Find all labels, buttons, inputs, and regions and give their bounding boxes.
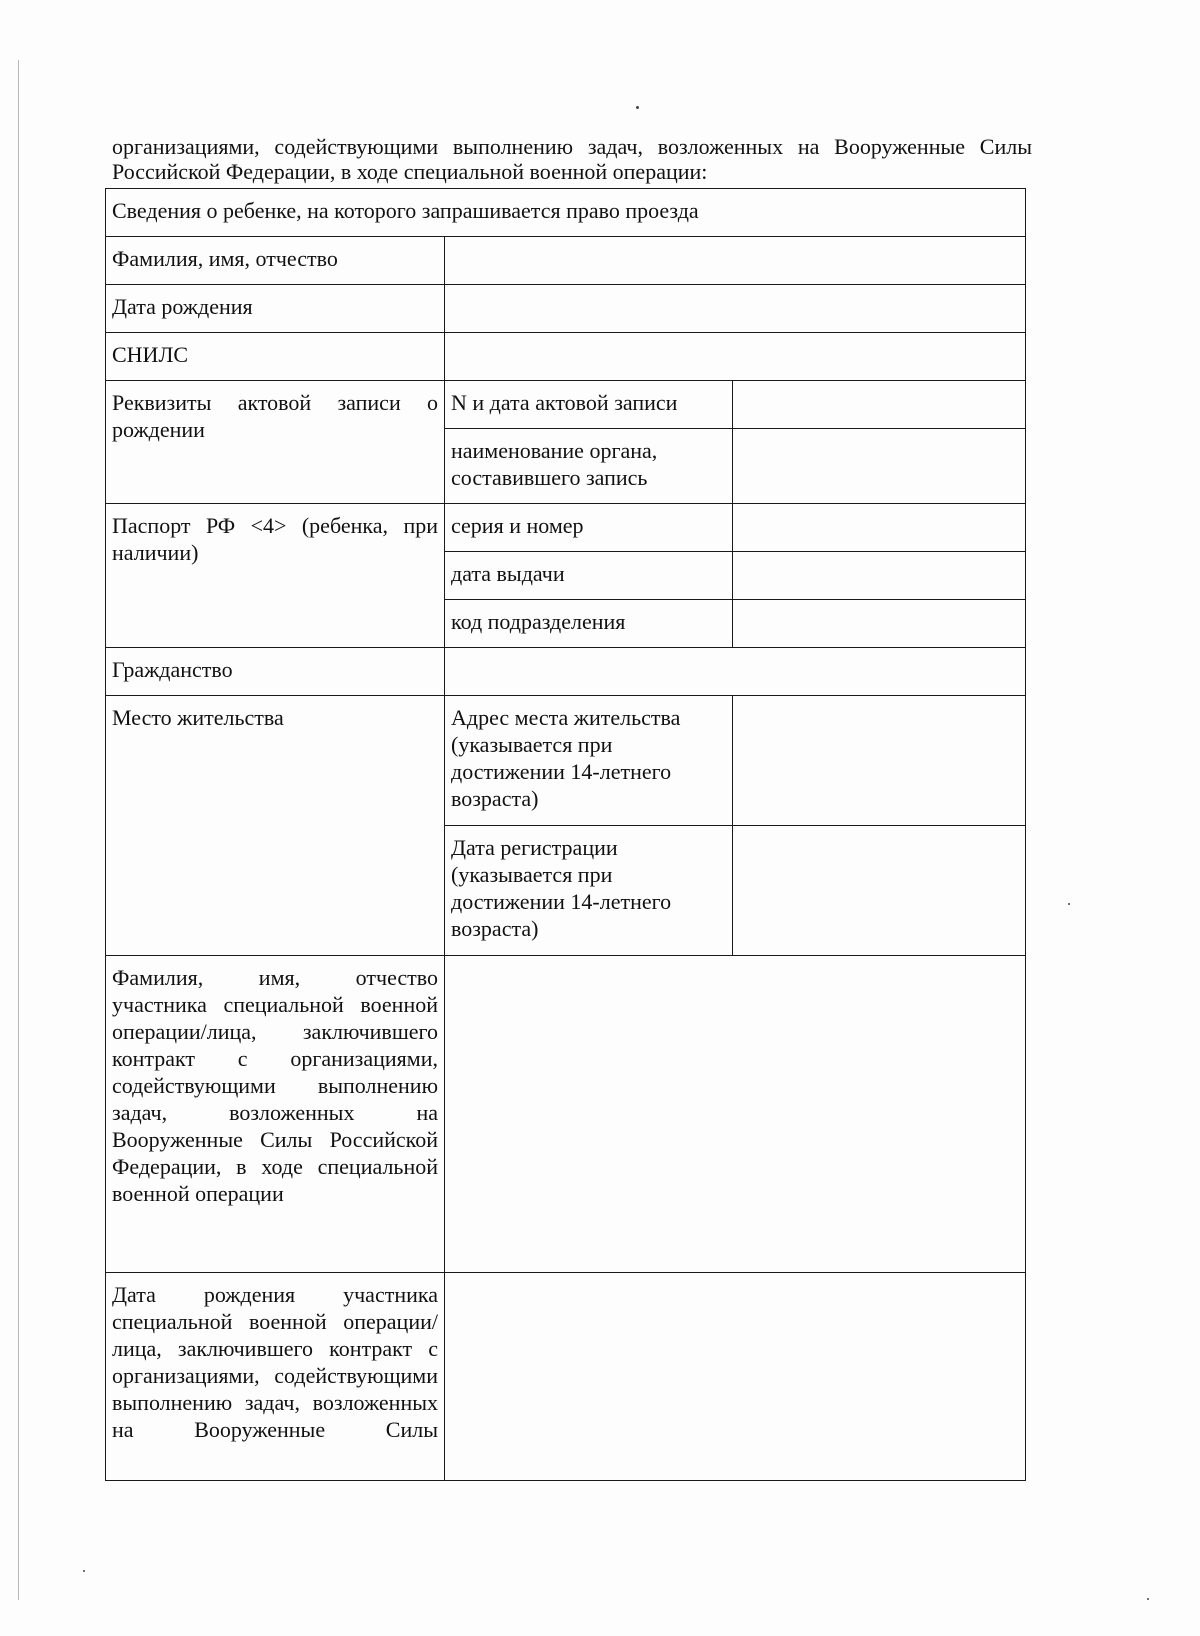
sublabel-passport-division-code: код подразделения <box>445 600 733 648</box>
value-snils[interactable] <box>445 333 1026 381</box>
value-passport-series[interactable] <box>733 504 1026 552</box>
value-registration-date[interactable] <box>733 826 1026 956</box>
sublabel-passport-series: серия и номер <box>445 504 733 552</box>
sublabel-residence-address: Адрес места жительства (указывается при достижении 14-летнего возраста) <box>445 696 733 826</box>
value-passport-issue-date[interactable] <box>733 552 1026 600</box>
intro-paragraph: организациями, содействующими выполнению задач, возложенных на Вооруженные Силы Российской Федерации, в ходе специальной военной операции: <box>112 134 1032 184</box>
scan-speck <box>636 106 639 109</box>
value-participant-birth-date[interactable] <box>445 1273 1026 1481</box>
label-participant-birth-date: Дата рождения участника специальной военной операции/лица, заключившего контракт с организациями, содействующими выполнению задач, возложенных на Вооруженные Силы <box>106 1273 445 1481</box>
value-residence-address[interactable] <box>733 696 1026 826</box>
table-row <box>106 648 1026 696</box>
sublabel-act-authority: наименование органа, составившего запись <box>445 429 733 504</box>
table-row <box>106 381 1026 429</box>
label-participant-fio: Фамилия, имя, отчество участника специальной военной операции/лица, заключившего контракт с организациями, содействующими выполнению задач, возложенных на Вооруженные Силы Российской Федерации, в ходе специальной военной операции <box>106 956 445 1273</box>
table-header-cell: Сведения о ребенке, на которого запрашивается право проезда <box>106 189 1026 237</box>
sublabel-act-number-date: N и дата актовой записи <box>445 381 733 429</box>
value-act-number-date[interactable] <box>733 381 1026 429</box>
label-act-record: Реквизиты актовой записи о рождении <box>106 381 445 504</box>
sublabel-registration-date: Дата регистрации (указывается при достижении 14-летнего возраста) <box>445 826 733 956</box>
table-row <box>106 285 1026 333</box>
label-birth-date: Дата рождения <box>106 285 445 333</box>
value-act-authority[interactable] <box>733 429 1026 504</box>
scan-speck <box>1068 903 1070 905</box>
table-row <box>106 956 1026 1273</box>
child-info-table <box>105 188 1026 1481</box>
label-residence: Место жительства <box>106 696 445 956</box>
table-row <box>106 504 1026 552</box>
table-row <box>106 189 1026 237</box>
label-fio: Фамилия, имя, отчество <box>106 237 445 285</box>
value-fio[interactable] <box>445 237 1026 285</box>
scan-speck <box>83 1570 85 1572</box>
scan-speck <box>1147 1598 1149 1600</box>
table-row <box>106 333 1026 381</box>
value-birth-date[interactable] <box>445 285 1026 333</box>
value-participant-fio[interactable] <box>445 956 1026 1273</box>
scan-edge-line <box>18 60 19 1600</box>
label-passport: Паспорт РФ <4> (ребенка, при наличии) <box>106 504 445 648</box>
value-citizenship[interactable] <box>445 648 1026 696</box>
table-row <box>106 696 1026 826</box>
table-row <box>106 237 1026 285</box>
value-passport-division-code[interactable] <box>733 600 1026 648</box>
sublabel-passport-issue-date: дата выдачи <box>445 552 733 600</box>
table-row <box>106 1273 1026 1481</box>
label-citizenship: Гражданство <box>106 648 445 696</box>
label-snils: СНИЛС <box>106 333 445 381</box>
